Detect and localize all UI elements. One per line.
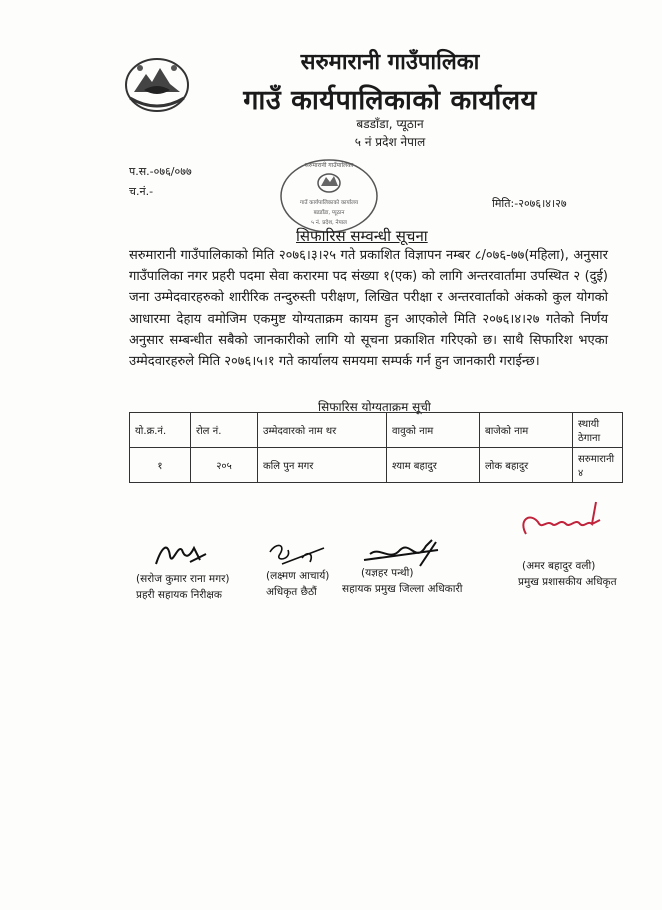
col-grandfather: बाजेको नाम [480,413,573,448]
stamp-line-4: ५ नं. प्रदेश, नेपाल [311,220,347,226]
office-province: ५ नं प्रदेश नेपाल [354,135,426,149]
cell-father: श्याम बहादुर [387,448,480,483]
office-address: बडडाँडा, प्यूठान [356,117,424,131]
signature-1-icon [150,538,210,572]
cell-address: सरुमारानी ४ [573,448,623,483]
signatory-1-post: प्रहरी सहायक निरीक्षक [136,589,222,601]
municipality-name: सरुमारानी गाउँपालिका [300,50,480,75]
letter-number: प.स.-०७६/०७७ [129,165,192,178]
col-candidate: उम्मेदवारको नाम थर [258,413,387,448]
signatory-1-name: (सरोज कुमार राना मगर) [136,573,230,585]
notice-title: सिफारिस सम्वन्धी सूचना [296,227,428,245]
table-caption: सिफारिस योग्यताक्रम सूची [318,400,431,414]
nepal-emblem-icon [122,54,192,114]
table-row [130,448,623,483]
cell-roll: २०५ [191,448,258,483]
dispatch-number: च.नं.- [129,185,154,198]
office-name: गाउँ कार्यपालिकाको कार्यालय [243,85,537,116]
signature-4-icon [516,490,604,556]
signatory-2-post: अधिकृत छैठौं [266,586,317,598]
stamp-line-1: सरुमारानी गाउँपालिका [304,162,354,169]
recommendation-table [129,412,623,483]
col-serial: यो.क्र.नं. [130,413,191,448]
cell-candidate: कलि पुन मगर [258,448,387,483]
col-address: स्थायी ठेगाना [573,413,623,448]
stamp-line-2: गाउँ कार्यपालिकाको कार्यालय [299,200,359,206]
signatory-3-name: (यज्ञहर पन्थी) [361,567,414,579]
signature-2-icon [262,540,332,572]
signatory-3-post: सहायक प्रमुख जिल्ला अधिकारी [342,583,463,595]
cell-serial: १ [130,448,191,483]
signatory-2-name: (लक्ष्मण आचार्य) [266,570,330,582]
notice-body: सरुमारानी गाउँपालिकाको मिति २०७६।३।२५ गते प्रकाशित विज्ञापन नम्बर ८/०७६-७७(महिला), अनुसार गाउँपालिका नगर प्रहरी पदमा सेवा करारमा पद संख्या १(एक) को लागि अन्तरवार्तामा उपस्थित २ (दुई) जना उम्मेदवारहरुको शारीरिक तन्दुरुस्ती परीक्षण, लिखित परीक्षा र अन्तरवार्ताको अंकको कुल योगको आधारमा देहाय वमोजिम एकमुष्ट योग्यताक्रम कायम हुन आएकोले मिति २०७६।४।२७ गतेको निर्णय अनुसार सम्बन्धीत सबैको जानकारीको लागि यो सूचना प्रकाशित गरिएको छ। साथै सिफारिश भएका उम्मेदवारहरुले मिति २०७६।५।१ गते कार्यालय समयमा सम्पर्क गर्न हुन जानकारी गराईन्छ। [129,248,608,370]
col-roll: रोल नं. [191,413,258,448]
office-stamp-icon [278,157,380,235]
table-header-row [130,413,623,448]
signatory-4-name: (अमर बहादुर वली) [522,560,596,572]
signatory-4-post: प्रमुख प्रशासकीय अधिकृत [518,576,617,588]
notice-date: मिति:-२०७६।४।२७ [492,197,567,210]
stamp-line-3: बडडाँडा, प्यूठान [313,210,345,216]
col-father: वावुको नाम [387,413,480,448]
cell-grandfather: लोक बहादुर [480,448,573,483]
